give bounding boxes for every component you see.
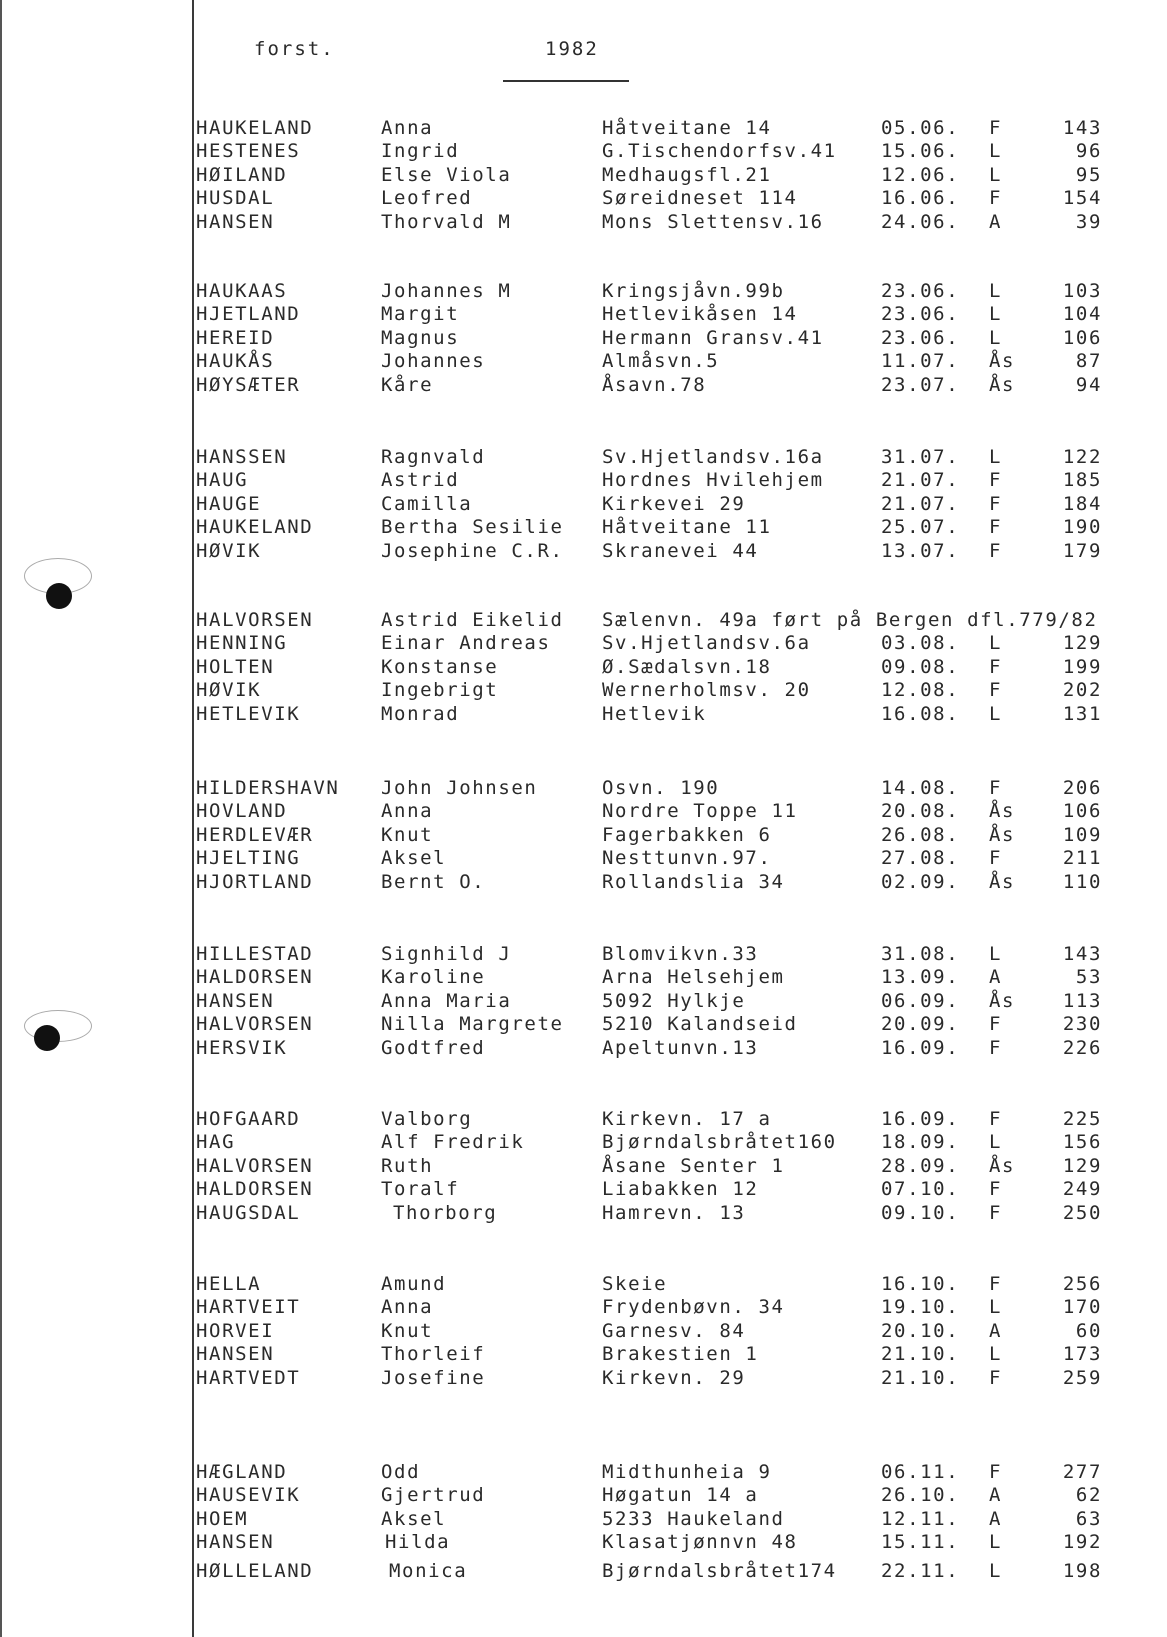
entry-firstname: Hilda <box>385 1531 451 1553</box>
entry-date: 23.06. <box>881 280 960 302</box>
entry-code: F <box>989 1037 1003 1059</box>
entry-date: 26.10. <box>881 1484 960 1506</box>
entry-date: 20.08. <box>881 800 960 822</box>
entry-address: Frydenbøvn. 34 <box>602 1296 785 1318</box>
entry-firstname: Astrid <box>381 469 460 491</box>
entry-number: 63 <box>1075 1508 1102 1530</box>
entry-date: 19.10. <box>881 1296 960 1318</box>
entry-number: 106 <box>1062 327 1102 349</box>
entry-address: Nesttunvn.97. <box>602 847 772 869</box>
entry-date: 22.11. <box>881 1560 960 1582</box>
entry-surname: HOLTEN <box>196 656 275 678</box>
entry-firstname: Josefine <box>381 1367 486 1389</box>
entry-code: L <box>989 1560 1003 1582</box>
entry-firstname: Margit <box>381 303 460 325</box>
entry-number: 94 <box>1075 374 1102 396</box>
entry-surname: HERSVIK <box>196 1037 288 1059</box>
entry-firstname: Magnus <box>381 327 460 349</box>
entry-surname: HAUKÅS <box>196 350 275 372</box>
entry-surname: HANSEN <box>196 211 275 233</box>
entry-firstname: Nilla Margrete <box>381 1013 564 1035</box>
entry-code: L <box>989 1343 1003 1365</box>
entry-address: Hamrevn. 13 <box>602 1202 746 1224</box>
entry-address: Ø.Sædalsvn.18 <box>602 656 772 678</box>
entry-number: 211 <box>1062 847 1102 869</box>
entry-surname: HJORTLAND <box>196 871 314 893</box>
entry-address: Sælenvn. 49a ført på Bergen dfl.779/82 <box>602 609 1098 631</box>
entry-code: F <box>989 187 1003 209</box>
entry-address: Hetlevik <box>602 703 707 725</box>
entry-address: Osvn. 190 <box>602 777 720 799</box>
entry-code: F <box>989 493 1003 515</box>
entry-date: 31.07. <box>881 446 960 468</box>
entry-address: Liabakken 12 <box>602 1178 759 1200</box>
entry-address: Arna Helsehjem <box>602 966 785 988</box>
entry-firstname: Ragnvald <box>381 446 486 468</box>
entry-surname: HØYSÆTER <box>196 374 301 396</box>
entry-date: 28.09. <box>881 1155 960 1177</box>
entry-firstname: Karoline <box>381 966 486 988</box>
entry-number: 39 <box>1075 211 1102 233</box>
entry-date: 13.07. <box>881 540 960 562</box>
entry-address: Nordre Toppe 11 <box>602 800 798 822</box>
entry-code: F <box>989 117 1003 139</box>
entry-code: Ås <box>989 374 1016 396</box>
entry-firstname: Camilla <box>381 493 473 515</box>
entry-surname: HANSEN <box>196 990 275 1012</box>
entry-number: 95 <box>1075 164 1102 186</box>
entry-firstname: Knut <box>381 1320 434 1342</box>
entry-code: L <box>989 703 1003 725</box>
entry-code: Ås <box>989 824 1016 846</box>
entry-date: 09.10. <box>881 1202 960 1224</box>
entry-surname: HERDLEVÆR <box>196 824 314 846</box>
entry-firstname: Knut <box>381 824 434 846</box>
entry-firstname: Anna <box>381 1296 434 1318</box>
entry-surname: HANSEN <box>196 1531 275 1553</box>
entry-firstname: Ruth <box>381 1155 434 1177</box>
entry-address: Bjørndalsbråtet174 <box>602 1560 837 1582</box>
entry-code: A <box>989 966 1003 988</box>
entry-firstname: Johannes M <box>381 280 512 302</box>
entry-address: Høgatun 14 a <box>602 1484 759 1506</box>
entry-date: 16.10. <box>881 1273 960 1295</box>
entry-number: 206 <box>1062 777 1102 799</box>
entry-number: 192 <box>1062 1531 1102 1553</box>
entry-date: 16.09. <box>881 1108 960 1130</box>
entry-date: 16.08. <box>881 703 960 725</box>
entry-firstname: Einar Andreas <box>381 632 551 654</box>
entry-date: 23.07. <box>881 374 960 396</box>
entry-number: 143 <box>1062 943 1102 965</box>
entry-address: Klasatjønnvn 48 <box>602 1531 798 1553</box>
entry-address: Garnesv. 84 <box>602 1320 746 1342</box>
entry-code: F <box>989 1178 1003 1200</box>
entry-address: Wernerholmsv. 20 <box>602 679 811 701</box>
entry-date: 06.09. <box>881 990 960 1012</box>
entry-surname: HALDORSEN <box>196 966 314 988</box>
entry-date: 03.08. <box>881 632 960 654</box>
entry-surname: HAUKAAS <box>196 280 288 302</box>
entry-surname: HAUGE <box>196 493 262 515</box>
entry-address: Sv.Hjetlandsv.16a <box>602 446 824 468</box>
entry-number: 225 <box>1062 1108 1102 1130</box>
entry-date: 09.08. <box>881 656 960 678</box>
entry-address: Kirkevn. 29 <box>602 1367 746 1389</box>
entry-code: L <box>989 140 1003 162</box>
entry-date: 16.09. <box>881 1037 960 1059</box>
entry-number: 96 <box>1075 140 1102 162</box>
entry-address: Apeltunvn.13 <box>602 1037 759 1059</box>
entry-address: Skeie <box>602 1273 668 1295</box>
entry-address: Skranevei 44 <box>602 540 759 562</box>
entry-date: 15.11. <box>881 1531 960 1553</box>
entry-firstname: Astrid Eikelid <box>381 609 564 631</box>
entry-code: F <box>989 469 1003 491</box>
entry-firstname: Konstanse <box>381 656 499 678</box>
entry-number: 250 <box>1062 1202 1102 1224</box>
entry-firstname: Kåre <box>381 374 434 396</box>
entry-firstname: Bertha Sesilie <box>381 516 564 538</box>
header-underline <box>503 80 629 82</box>
entry-date: 05.06. <box>881 117 960 139</box>
header-year: 1982 <box>545 38 599 60</box>
entry-surname: HALVORSEN <box>196 1155 314 1177</box>
entry-number: 277 <box>1062 1461 1102 1483</box>
margin-line <box>192 0 194 1637</box>
entry-address: Hetlevikåsen 14 <box>602 303 798 325</box>
entry-firstname: Aksel <box>381 1508 447 1530</box>
entry-number: 256 <box>1062 1273 1102 1295</box>
entry-date: 20.09. <box>881 1013 960 1035</box>
entry-date: 25.07. <box>881 516 960 538</box>
entry-surname: HAUG <box>196 469 249 491</box>
entry-date: 27.08. <box>881 847 960 869</box>
entry-surname: HÆGLAND <box>196 1461 288 1483</box>
entry-address: Rollandslia 34 <box>602 871 785 893</box>
entry-surname: HJETLAND <box>196 303 301 325</box>
entry-code: F <box>989 516 1003 538</box>
entry-number: 185 <box>1062 469 1102 491</box>
entry-address: Medhaugsfl.21 <box>602 164 772 186</box>
entry-date: 21.07. <box>881 493 960 515</box>
entry-code: A <box>989 211 1003 233</box>
entry-date: 20.10. <box>881 1320 960 1342</box>
entry-firstname: Bernt O. <box>381 871 486 893</box>
entry-number: 173 <box>1062 1343 1102 1365</box>
entry-firstname: Valborg <box>381 1108 473 1130</box>
entry-surname: HALVORSEN <box>196 609 314 631</box>
entry-surname: HANSSEN <box>196 446 288 468</box>
entry-code: F <box>989 1367 1003 1389</box>
entry-number: 104 <box>1062 303 1102 325</box>
entry-date: 11.07. <box>881 350 960 372</box>
entry-firstname: Anna <box>381 117 434 139</box>
entry-code: Ås <box>989 871 1016 893</box>
entry-date: 12.11. <box>881 1508 960 1530</box>
entry-date: 02.09. <box>881 871 960 893</box>
entry-firstname: Aksel <box>381 847 447 869</box>
entry-number: 154 <box>1062 187 1102 209</box>
entry-firstname: Monica <box>389 1560 468 1582</box>
entry-surname: HILDERSHAVN <box>196 777 340 799</box>
entry-firstname: Odd <box>381 1461 421 1483</box>
entry-number: 184 <box>1062 493 1102 515</box>
entry-address: 5092 Hylkje <box>602 990 746 1012</box>
entry-surname: HØVIK <box>196 540 262 562</box>
entry-code: F <box>989 679 1003 701</box>
entry-number: 179 <box>1062 540 1102 562</box>
entry-surname: HORVEI <box>196 1320 275 1342</box>
entry-code: A <box>989 1320 1003 1342</box>
entry-date: 21.10. <box>881 1367 960 1389</box>
entry-firstname: Alf Fredrik <box>381 1131 525 1153</box>
entry-address: Blomvikvn.33 <box>602 943 759 965</box>
entry-code: Ås <box>989 800 1016 822</box>
entry-firstname: Johannes <box>381 350 486 372</box>
entry-surname: HAUKELAND <box>196 117 314 139</box>
entry-surname: HANSEN <box>196 1343 275 1365</box>
entry-code: L <box>989 943 1003 965</box>
entry-surname: HARTVEIT <box>196 1296 301 1318</box>
entry-number: 109 <box>1062 824 1102 846</box>
entry-surname: HESTENES <box>196 140 301 162</box>
entry-date: 16.06. <box>881 187 960 209</box>
entry-address: Mons Slettensv.16 <box>602 211 824 233</box>
entry-address: 5210 Kalandseid <box>602 1013 798 1035</box>
entry-firstname: Leofred <box>381 187 473 209</box>
entry-address: Kringsjåvn.99b <box>602 280 785 302</box>
entry-address: Kirkevn. 17 a <box>602 1108 772 1130</box>
entry-surname: HALDORSEN <box>196 1178 314 1200</box>
entry-date: 06.11. <box>881 1461 960 1483</box>
entry-number: 226 <box>1062 1037 1102 1059</box>
entry-surname: HALVORSEN <box>196 1013 314 1035</box>
entry-surname: HOEM <box>196 1508 249 1530</box>
entry-number: 131 <box>1062 703 1102 725</box>
entry-address: Hordnes Hvilehjem <box>602 469 824 491</box>
entry-surname: HOVLAND <box>196 800 288 822</box>
entry-code: L <box>989 632 1003 654</box>
entry-code: F <box>989 847 1003 869</box>
entry-surname: HENNING <box>196 632 288 654</box>
entry-firstname: Thorvald M <box>381 211 512 233</box>
entry-code: F <box>989 1108 1003 1130</box>
entry-firstname: Toralf <box>381 1178 460 1200</box>
entry-surname: HJELTING <box>196 847 301 869</box>
entry-code: L <box>989 164 1003 186</box>
entry-address: Håtveitane 11 <box>602 516 772 538</box>
entry-firstname: Monrad <box>381 703 460 725</box>
entry-firstname: Godtfred <box>381 1037 486 1059</box>
entry-date: 12.06. <box>881 164 960 186</box>
entry-address: Almåsvn.5 <box>602 350 720 372</box>
entry-address: Brakestien 1 <box>602 1343 759 1365</box>
entry-number: 156 <box>1062 1131 1102 1153</box>
entry-code: F <box>989 1013 1003 1035</box>
entry-surname: HØLLELAND <box>196 1560 314 1582</box>
entry-number: 249 <box>1062 1178 1102 1200</box>
entry-surname: HØILAND <box>196 164 288 186</box>
entry-firstname: Thorleif <box>381 1343 486 1365</box>
entry-firstname: John Johnsen <box>381 777 538 799</box>
entry-date: 26.08. <box>881 824 960 846</box>
punch-hole <box>46 583 72 609</box>
entry-date: 18.09. <box>881 1131 960 1153</box>
entry-code: L <box>989 303 1003 325</box>
entry-surname: HAUKELAND <box>196 516 314 538</box>
entry-surname: HILLESTAD <box>196 943 314 965</box>
entry-address: G.Tischendorfsv.41 <box>602 140 837 162</box>
entry-surname: HAUGSDAL <box>196 1202 301 1224</box>
entry-code: L <box>989 1531 1003 1553</box>
entry-code: F <box>989 1461 1003 1483</box>
entry-number: 62 <box>1075 1484 1102 1506</box>
entry-number: 110 <box>1062 871 1102 893</box>
entry-firstname: Amund <box>381 1273 447 1295</box>
entry-surname: HEREID <box>196 327 275 349</box>
entry-code: F <box>989 1202 1003 1224</box>
entry-firstname: Ingrid <box>381 140 460 162</box>
entry-date: 21.10. <box>881 1343 960 1365</box>
entry-address: Åsavn.78 <box>602 374 707 396</box>
entry-number: 202 <box>1062 679 1102 701</box>
entry-address: Sv.Hjetlandsv.6a <box>602 632 811 654</box>
entry-date: 23.06. <box>881 303 960 325</box>
entry-address: Åsane Senter 1 <box>602 1155 785 1177</box>
entry-code: Ås <box>989 990 1016 1012</box>
header-label: forst. <box>254 38 335 60</box>
entry-address: 5233 Haukeland <box>602 1508 785 1530</box>
entry-code: L <box>989 1131 1003 1153</box>
entry-surname: HAG <box>196 1131 236 1153</box>
entry-code: Ås <box>989 1155 1016 1177</box>
entry-number: 113 <box>1062 990 1102 1012</box>
entry-number: 53 <box>1075 966 1102 988</box>
entry-date: 23.06. <box>881 327 960 349</box>
entry-date: 13.09. <box>881 966 960 988</box>
entry-surname: HØVIK <box>196 679 262 701</box>
entry-firstname: Ingebrigt <box>381 679 499 701</box>
entry-number: 106 <box>1062 800 1102 822</box>
entry-number: 230 <box>1062 1013 1102 1035</box>
page-edge <box>0 0 2 1637</box>
entry-address: Fagerbakken 6 <box>602 824 772 846</box>
entry-code: Ås <box>989 350 1016 372</box>
entry-address: Søreidneset 114 <box>602 187 798 209</box>
entry-firstname: Josephine C.R. <box>381 540 564 562</box>
entry-number: 170 <box>1062 1296 1102 1318</box>
entry-address: Midthunheia 9 <box>602 1461 772 1483</box>
entry-date: 07.10. <box>881 1178 960 1200</box>
entry-surname: HUSDAL <box>196 187 275 209</box>
entry-code: A <box>989 1508 1003 1530</box>
entry-code: A <box>989 1484 1003 1506</box>
entry-code: F <box>989 656 1003 678</box>
entry-surname: HOFGAARD <box>196 1108 301 1130</box>
entry-surname: HARTVEDT <box>196 1367 301 1389</box>
entry-number: 129 <box>1062 632 1102 654</box>
entry-firstname: Anna <box>381 800 434 822</box>
entry-firstname: Thorborg <box>393 1202 498 1224</box>
entry-number: 122 <box>1062 446 1102 468</box>
entry-address: Bjørndalsbråtet160 <box>602 1131 837 1153</box>
entry-code: L <box>989 280 1003 302</box>
entry-date: 12.08. <box>881 679 960 701</box>
entry-surname: HELLA <box>196 1273 262 1295</box>
entry-number: 60 <box>1075 1320 1102 1342</box>
entry-firstname: Signhild J <box>381 943 512 965</box>
entry-number: 87 <box>1075 350 1102 372</box>
entry-code: F <box>989 1273 1003 1295</box>
entry-code: F <box>989 540 1003 562</box>
entry-address: Kirkevei 29 <box>602 493 746 515</box>
entry-code: L <box>989 1296 1003 1318</box>
entry-date: 21.07. <box>881 469 960 491</box>
punch-hole <box>34 1025 60 1051</box>
entry-date: 24.06. <box>881 211 960 233</box>
entry-firstname: Anna Maria <box>381 990 512 1012</box>
entry-surname: HETLEVIK <box>196 703 301 725</box>
entry-number: 199 <box>1062 656 1102 678</box>
entry-code: L <box>989 327 1003 349</box>
entry-number: 103 <box>1062 280 1102 302</box>
entry-firstname: Else Viola <box>381 164 512 186</box>
entry-surname: HAUSEVIK <box>196 1484 301 1506</box>
entry-address: Hermann Gransv.41 <box>602 327 824 349</box>
entry-date: 15.06. <box>881 140 960 162</box>
entry-code: L <box>989 446 1003 468</box>
entry-number: 143 <box>1062 117 1102 139</box>
entry-number: 198 <box>1062 1560 1102 1582</box>
entry-date: 14.08. <box>881 777 960 799</box>
entry-number: 259 <box>1062 1367 1102 1389</box>
entry-address: Håtveitane 14 <box>602 117 772 139</box>
entry-number: 129 <box>1062 1155 1102 1177</box>
entry-firstname: Gjertrud <box>381 1484 486 1506</box>
entry-number: 190 <box>1062 516 1102 538</box>
entry-code: F <box>989 777 1003 799</box>
entry-date: 31.08. <box>881 943 960 965</box>
